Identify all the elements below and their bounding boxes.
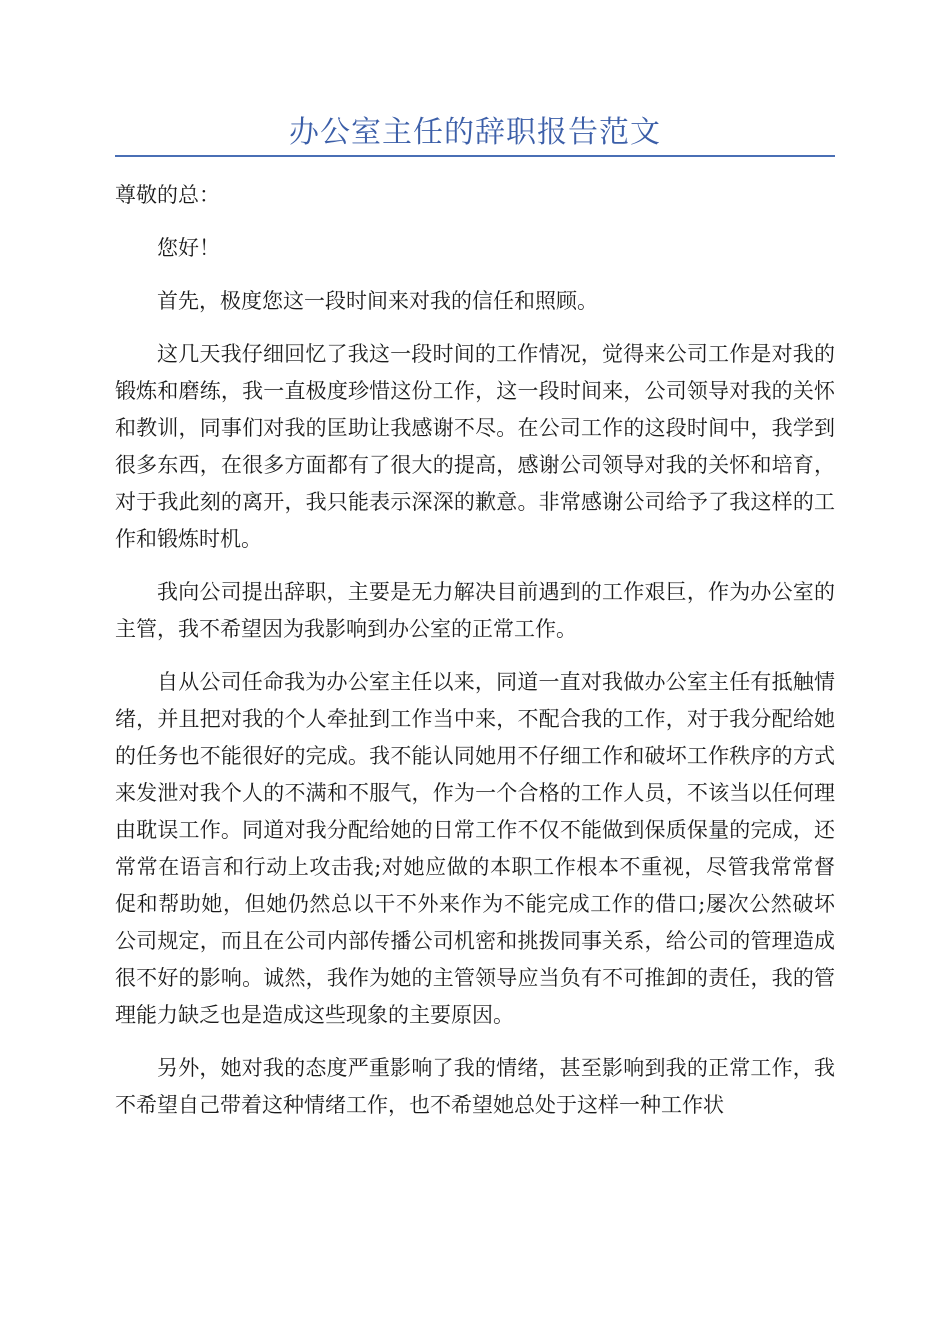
paragraph-reflection: 这几天我仔细回忆了我这一段时间的工作情况，觉得来公司工作是对我的锻炼和磨练，我一直极度珍惜这份工作，这一段时间来，公司领导对我的关怀和教训，同事们对我的匡助让我感谢不尽。在公司工作的这段时间中，我学到很多东西，在很多方面都有了很大的提高，感谢公司领导对我的关怀和培育，对于我此刻的离开，我只能表示深深的歉意。非常感谢公司给予了我这样的工作和锻炼时机。 (115, 342, 835, 551)
paragraph-colleague-conflict: 自从公司任命我为办公室主任以来，同道一直对我做办公室主任有抵触情绪，并且把对我的个人牵扯到工作当中来，不配合我的工作，对于我分配给她的任务也不能很好的完成。我不能认同她用不仔细工作和破坏工作秩序的方式来发泄对我个人的不满和不服气，作为一个合格的工作人员，不该当以任何理由耽误工作。同道对我分配给她的日常工作不仅不能做到保质保量的完成，还常常在语言和行动上攻击我;对她应做的本职工作根本不重视，尽管我常常督促和帮助她，但她仍然总以干不外来作为不能完成工作的借口;屡次公然破坏公司规定，而且在公司内部传播公司机密和挑拨同事关系，给公司的管理造成很不好的影响。诚然，我作为她的主管领导应当负有不可推卸的责任，我的管理能力缺乏也是造成这些现象的主要原因。 (115, 670, 835, 1027)
title-underline (115, 155, 835, 157)
document-title: 办公室主任的辞职报告范文 (289, 115, 661, 150)
document-body (115, 177, 835, 1140)
salutation: 尊敬的总： (115, 183, 220, 207)
paragraph-thanks: 首先，极度您这一段时间来对我的信任和照顾。 (157, 289, 598, 313)
paragraph-impact: 另外，她对我的态度严重影响了我的情绪，甚至影响到我的正常工作，我不希望自己带着这种情绪工作，也不希望她总处于这样一种工作状 (115, 1056, 835, 1117)
paragraph-resignation-reason: 我向公司提出辞职，主要是无力解决目前遇到的工作艰巨，作为办公室的主管，我不希望因为我影响到办公室的正常工作。 (115, 580, 835, 641)
paragraph-greeting: 您好！ (157, 236, 220, 260)
